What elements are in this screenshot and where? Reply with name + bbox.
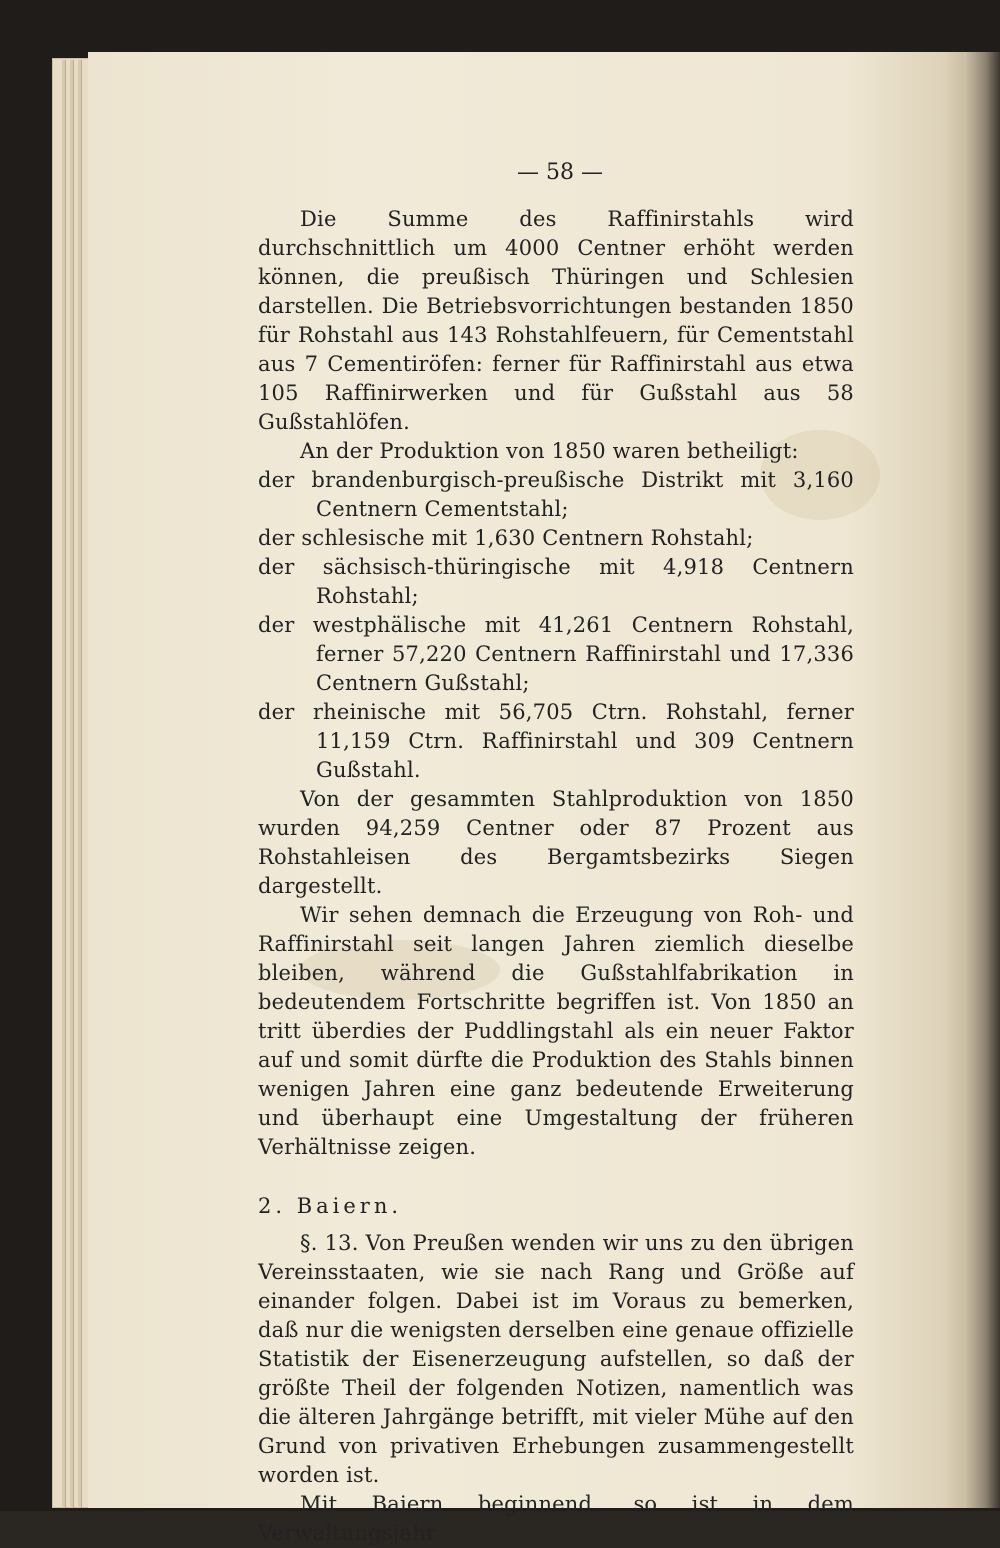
- section-heading: 2. Baiern.: [258, 1194, 403, 1218]
- list-item: der rheinische mit 56,705 Ctrn. Rohstahl, ferner 11,159 Ctrn. Raffinirstahl und 309 Centnern Gußstahl.: [258, 700, 854, 782]
- paragraph: Die Summe des Raffinirstahls wird durchschnittlich um 4000 Centner erhöht werden können, die preußisch Thüringen und Schlesien darstellen. Die Betriebsvorrichtungen bestanden 1850 für Rohstahl aus 143 Rohstahlfeuern, für Cementstahl aus 7 Cementiröfen: ferner für Raffinirstahl aus etwa 105 Raffinirwerken und für Gußstahl aus 58 Gußstahlöfen.: [258, 207, 854, 434]
- list-item: der brandenburgisch-preußische Distrikt mit 3,160 Centnern Cementstahl;: [258, 468, 854, 521]
- paragraph: Wir sehen demnach die Erzeugung von Roh- und Raffinirstahl seit langen Jahren ziemlich dieselbe bleiben, während die Gußstahlfabrikation in bedeutendem Fortschritte begriffen ist. Von 1850 an tritt überdies der Puddlingstahl als ein neuer Faktor auf und somit dürfte die Produktion des Stahls binnen wenigen Jahren eine ganz bedeutende Erweiterung und überhaupt eine Umgestaltung der früheren Verhältnisse zeigen.: [258, 903, 854, 1159]
- list-item: der schlesische mit 1,630 Centnern Rohstahl;: [258, 526, 754, 550]
- list-item: der westphälische mit 41,261 Centnern Rohstahl, ferner 57,220 Centnern Raffinirstahl und 17,336 Centnern Gußstahl;: [258, 613, 854, 695]
- page-edge: [62, 60, 66, 1508]
- list-item: der sächsisch-thüringische mit 4,918 Centnern Rohstahl;: [258, 555, 854, 608]
- book-gutter: [964, 52, 1000, 1508]
- paragraph: Von der gesammten Stahlproduktion von 1850 wurden 94,259 Centner oder 87 Prozent aus Rohstahleisen des Bergamtsbezirks Siegen dargestellt.: [258, 787, 854, 898]
- paragraph: Mit Baiern beginnend, so ist in dem Verwaltungsjahr: [258, 1492, 854, 1545]
- paragraph: §. 13. Von Preußen wenden wir uns zu den übrigen Vereinsstaaten, wie sie nach Rang und Größe auf einander folgen. Dabei ist im Voraus zu bemerken, daß nur die wenigsten derselben eine genaue offizielle Statistik der Eisenerzeugung aufstellen, so daß der größte Theil der folgenden Notizen, namentlich was die älteren Jahrgänge betrifft, mit vieler Mühe auf den Grund von privativen Erhebungen zusammengestellt worden ist.: [258, 1231, 854, 1487]
- paragraph: An der Produktion von 1850 waren betheiligt:: [300, 439, 799, 463]
- page-edge: [70, 60, 74, 1508]
- page-number: — 58 —: [517, 160, 603, 185]
- page-edge: [78, 60, 82, 1508]
- text-block: [258, 205, 854, 1548]
